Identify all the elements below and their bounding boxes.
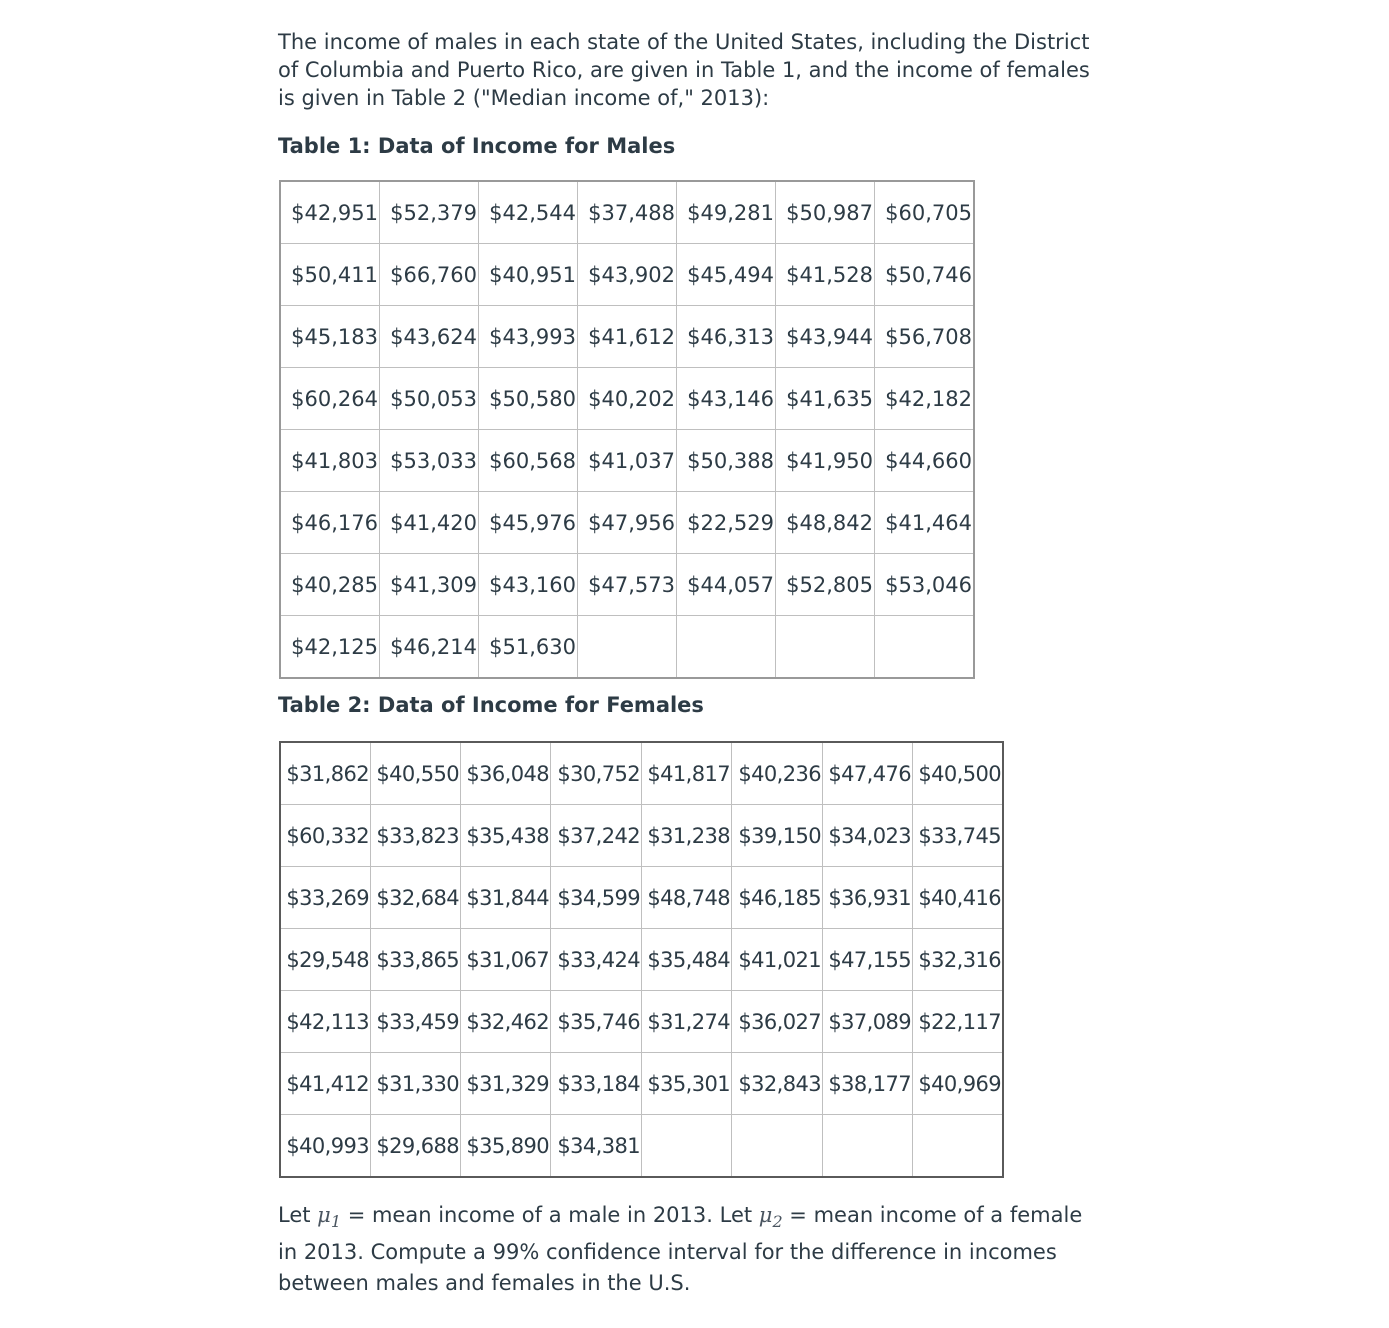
table-cell: $32,462 [461,991,551,1053]
table-cell: $45,494 [677,244,776,306]
table-cell: $48,842 [776,492,875,554]
females-income-table [279,741,1004,1178]
table-cell: $50,053 [380,368,479,430]
table-cell: $48,748 [642,867,732,929]
question-let: Let [278,1203,318,1227]
table-cell: $53,046 [875,554,975,616]
table-row [280,991,1003,1053]
table-cell: $39,150 [732,805,823,867]
question-definition-2: = mean income of a female in 2013. Compute a 99% confidence interval for the difference in incomes between males and females in the U.S. [278,1203,1083,1296]
table-cell: $33,424 [551,929,642,991]
table-row [280,492,974,554]
table-cell: $40,993 [280,1115,371,1178]
table-cell: $41,021 [732,929,823,991]
table-cell [732,1115,823,1178]
table-cell: $36,027 [732,991,823,1053]
table-cell: $41,037 [578,430,677,492]
table-cell: $44,057 [677,554,776,616]
table-cell: $31,329 [461,1053,551,1115]
table-cell: $53,033 [380,430,479,492]
table-cell: $47,573 [578,554,677,616]
table-cell: $37,089 [823,991,913,1053]
table-cell: $40,285 [280,554,380,616]
table-row [280,368,974,430]
table-cell: $46,176 [280,492,380,554]
table-cell: $22,117 [913,991,1004,1053]
table-row [280,742,1003,805]
table-cell: $41,309 [380,554,479,616]
table-cell [875,616,975,679]
table-cell: $50,987 [776,181,875,244]
table-cell: $50,388 [677,430,776,492]
table-cell: $33,865 [371,929,461,991]
table-cell: $34,599 [551,867,642,929]
table-cell: $31,862 [280,742,371,805]
table-cell: $31,274 [642,991,732,1053]
table-cell: $41,612 [578,306,677,368]
table-cell: $33,745 [913,805,1004,867]
table-cell: $36,048 [461,742,551,805]
table-cell: $37,242 [551,805,642,867]
table-cell: $40,951 [479,244,578,306]
table-cell: $35,301 [642,1053,732,1115]
table-cell: $60,264 [280,368,380,430]
table-cell: $43,944 [776,306,875,368]
table-cell: $32,316 [913,929,1004,991]
table-row [280,1115,1003,1178]
table-cell: $41,950 [776,430,875,492]
table-cell: $40,500 [913,742,1004,805]
table-cell: $60,705 [875,181,975,244]
table-cell: $51,630 [479,616,578,679]
table-cell: $34,381 [551,1115,642,1178]
table-cell: $31,238 [642,805,732,867]
table-cell: $40,236 [732,742,823,805]
table-cell: $46,313 [677,306,776,368]
table-cell: $36,931 [823,867,913,929]
table-cell: $42,182 [875,368,975,430]
table-cell: $56,708 [875,306,975,368]
table-cell [776,616,875,679]
table-cell: $37,488 [578,181,677,244]
table-cell: $41,803 [280,430,380,492]
table-cell: $52,805 [776,554,875,616]
question-paragraph [278,1200,1108,1299]
table-cell: $42,113 [280,991,371,1053]
table-cell: $49,281 [677,181,776,244]
table-cell: $40,969 [913,1053,1004,1115]
table-cell: $50,746 [875,244,975,306]
table-cell: $40,550 [371,742,461,805]
table-cell: $43,993 [479,306,578,368]
mu2-symbol: $\mu_2$ [758,1203,783,1232]
table-cell: $31,330 [371,1053,461,1115]
table-cell: $40,202 [578,368,677,430]
table-cell [823,1115,913,1178]
table1-title: Table 1: Data of Income for Males [278,134,676,158]
table-row [280,244,974,306]
table-cell: $45,183 [280,306,380,368]
table-cell [677,616,776,679]
table-cell: $33,184 [551,1053,642,1115]
mu1-symbol: $\mu_1$ [317,1203,342,1232]
table-cell: $33,459 [371,991,461,1053]
table-cell: $66,760 [380,244,479,306]
table-cell: $29,688 [371,1115,461,1178]
table-cell: $31,067 [461,929,551,991]
table-cell: $35,484 [642,929,732,991]
table-cell: $41,817 [642,742,732,805]
intro-paragraph: The income of males in each state of the United States, including the District of Columbia and Puerto Rico, are given in Table 1, and the income of females is given in Table 2 ("Median income of," 2013): [278,30,1090,110]
table-cell: $43,160 [479,554,578,616]
table-cell: $40,416 [913,867,1004,929]
table-cell: $35,746 [551,991,642,1053]
table-cell: $35,438 [461,805,551,867]
table-cell: $47,476 [823,742,913,805]
males-income-table [279,180,975,679]
table-row [280,306,974,368]
table-cell: $42,544 [479,181,578,244]
table-row [280,616,974,679]
table-cell [578,616,677,679]
table-cell: $52,379 [380,181,479,244]
table-cell: $46,185 [732,867,823,929]
table-cell: $30,752 [551,742,642,805]
problem-content [278,28,1118,1299]
table-cell: $22,529 [677,492,776,554]
table-row [280,554,974,616]
table-cell: $29,548 [280,929,371,991]
table-cell: $60,332 [280,805,371,867]
table-row [280,181,974,244]
table-cell: $46,214 [380,616,479,679]
table-cell: $50,411 [280,244,380,306]
table-cell [913,1115,1004,1178]
table-cell: $32,843 [732,1053,823,1115]
table-cell: $35,890 [461,1115,551,1178]
table-cell: $41,635 [776,368,875,430]
table-cell: $47,956 [578,492,677,554]
table-cell: $33,269 [280,867,371,929]
table-row [280,1053,1003,1115]
table-row [280,805,1003,867]
table-row [280,867,1003,929]
table-cell: $60,568 [479,430,578,492]
table-cell: $41,412 [280,1053,371,1115]
table-cell: $41,420 [380,492,479,554]
table-cell: $45,976 [479,492,578,554]
table-cell: $44,660 [875,430,975,492]
table-cell: $43,624 [380,306,479,368]
table-cell: $41,528 [776,244,875,306]
table-cell: $50,580 [479,368,578,430]
table-cell: $47,155 [823,929,913,991]
table-cell: $38,177 [823,1053,913,1115]
question-definition-1: = mean income of a male in 2013. Let [341,1203,759,1227]
table-cell: $34,023 [823,805,913,867]
table-cell: $43,146 [677,368,776,430]
table-cell: $41,464 [875,492,975,554]
table-cell [642,1115,732,1178]
table-row [280,929,1003,991]
table-cell: $43,902 [578,244,677,306]
table-cell: $42,125 [280,616,380,679]
table-cell: $32,684 [371,867,461,929]
table-cell: $31,844 [461,867,551,929]
table-row [280,430,974,492]
table2-title: Table 2: Data of Income for Females [278,693,704,717]
table-cell: $33,823 [371,805,461,867]
table-cell: $42,951 [280,181,380,244]
